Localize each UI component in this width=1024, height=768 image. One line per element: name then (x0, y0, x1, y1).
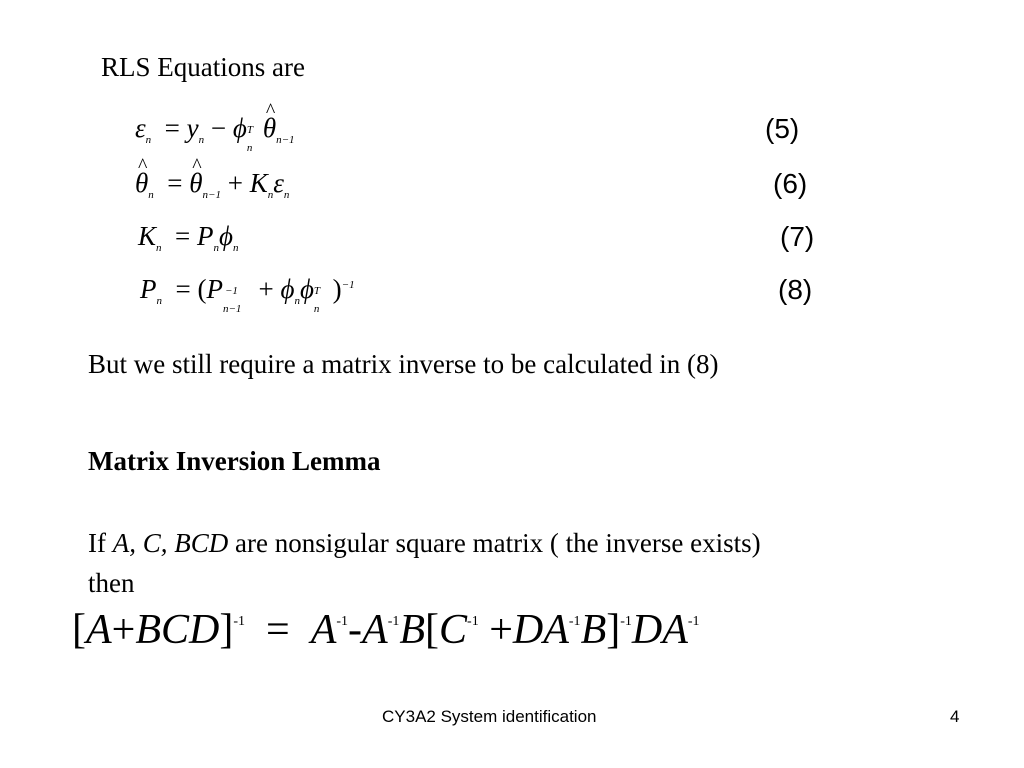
equation-8: $P_n = (P$ −1 n−1 + $\phi_n\phi$ T n )$^{-1}$ (140, 274, 355, 315)
footer-course: CY3A2 System identification (382, 707, 597, 726)
equation-5-number: (5) (765, 113, 800, 144)
equation-8-number: (8) (778, 274, 813, 305)
lemma-condition (88, 528, 761, 559)
lemma-title: Matrix Inversion Lemma (88, 446, 381, 476)
equation-6: ^ $\theta_n$ = ^ $\theta_{n-1} + K_n\varepsilon_n$ (135, 170, 289, 197)
lemma-formula: $[A+BCD]^{-1} = A^{-1}-A^{-1}B[C^{-1} +DA^{-1}B]^{-1}DA^{-1}$ (72, 607, 700, 653)
note-text: But we still require a matrix inverse to be calculated in (8) (88, 349, 719, 379)
equation-7: $K_n = P_n\phi_n$ (138, 221, 239, 254)
equation-7-number: (7) (780, 221, 815, 252)
then-word: then (88, 568, 135, 598)
page-number: 4 (950, 707, 960, 726)
matrix-names: A, C, BCD (112, 528, 229, 558)
condition-text: are nonsigular square matrix ( the inverse exists) (235, 528, 761, 558)
if-word: If (88, 528, 106, 558)
slide-heading: RLS Equations are (101, 52, 305, 82)
equation-5: $\varepsilon_n = y_n - \phi$ T n ^ $\theta_{n-1}$ (135, 115, 295, 142)
equation-6-number: (6) (773, 168, 808, 199)
